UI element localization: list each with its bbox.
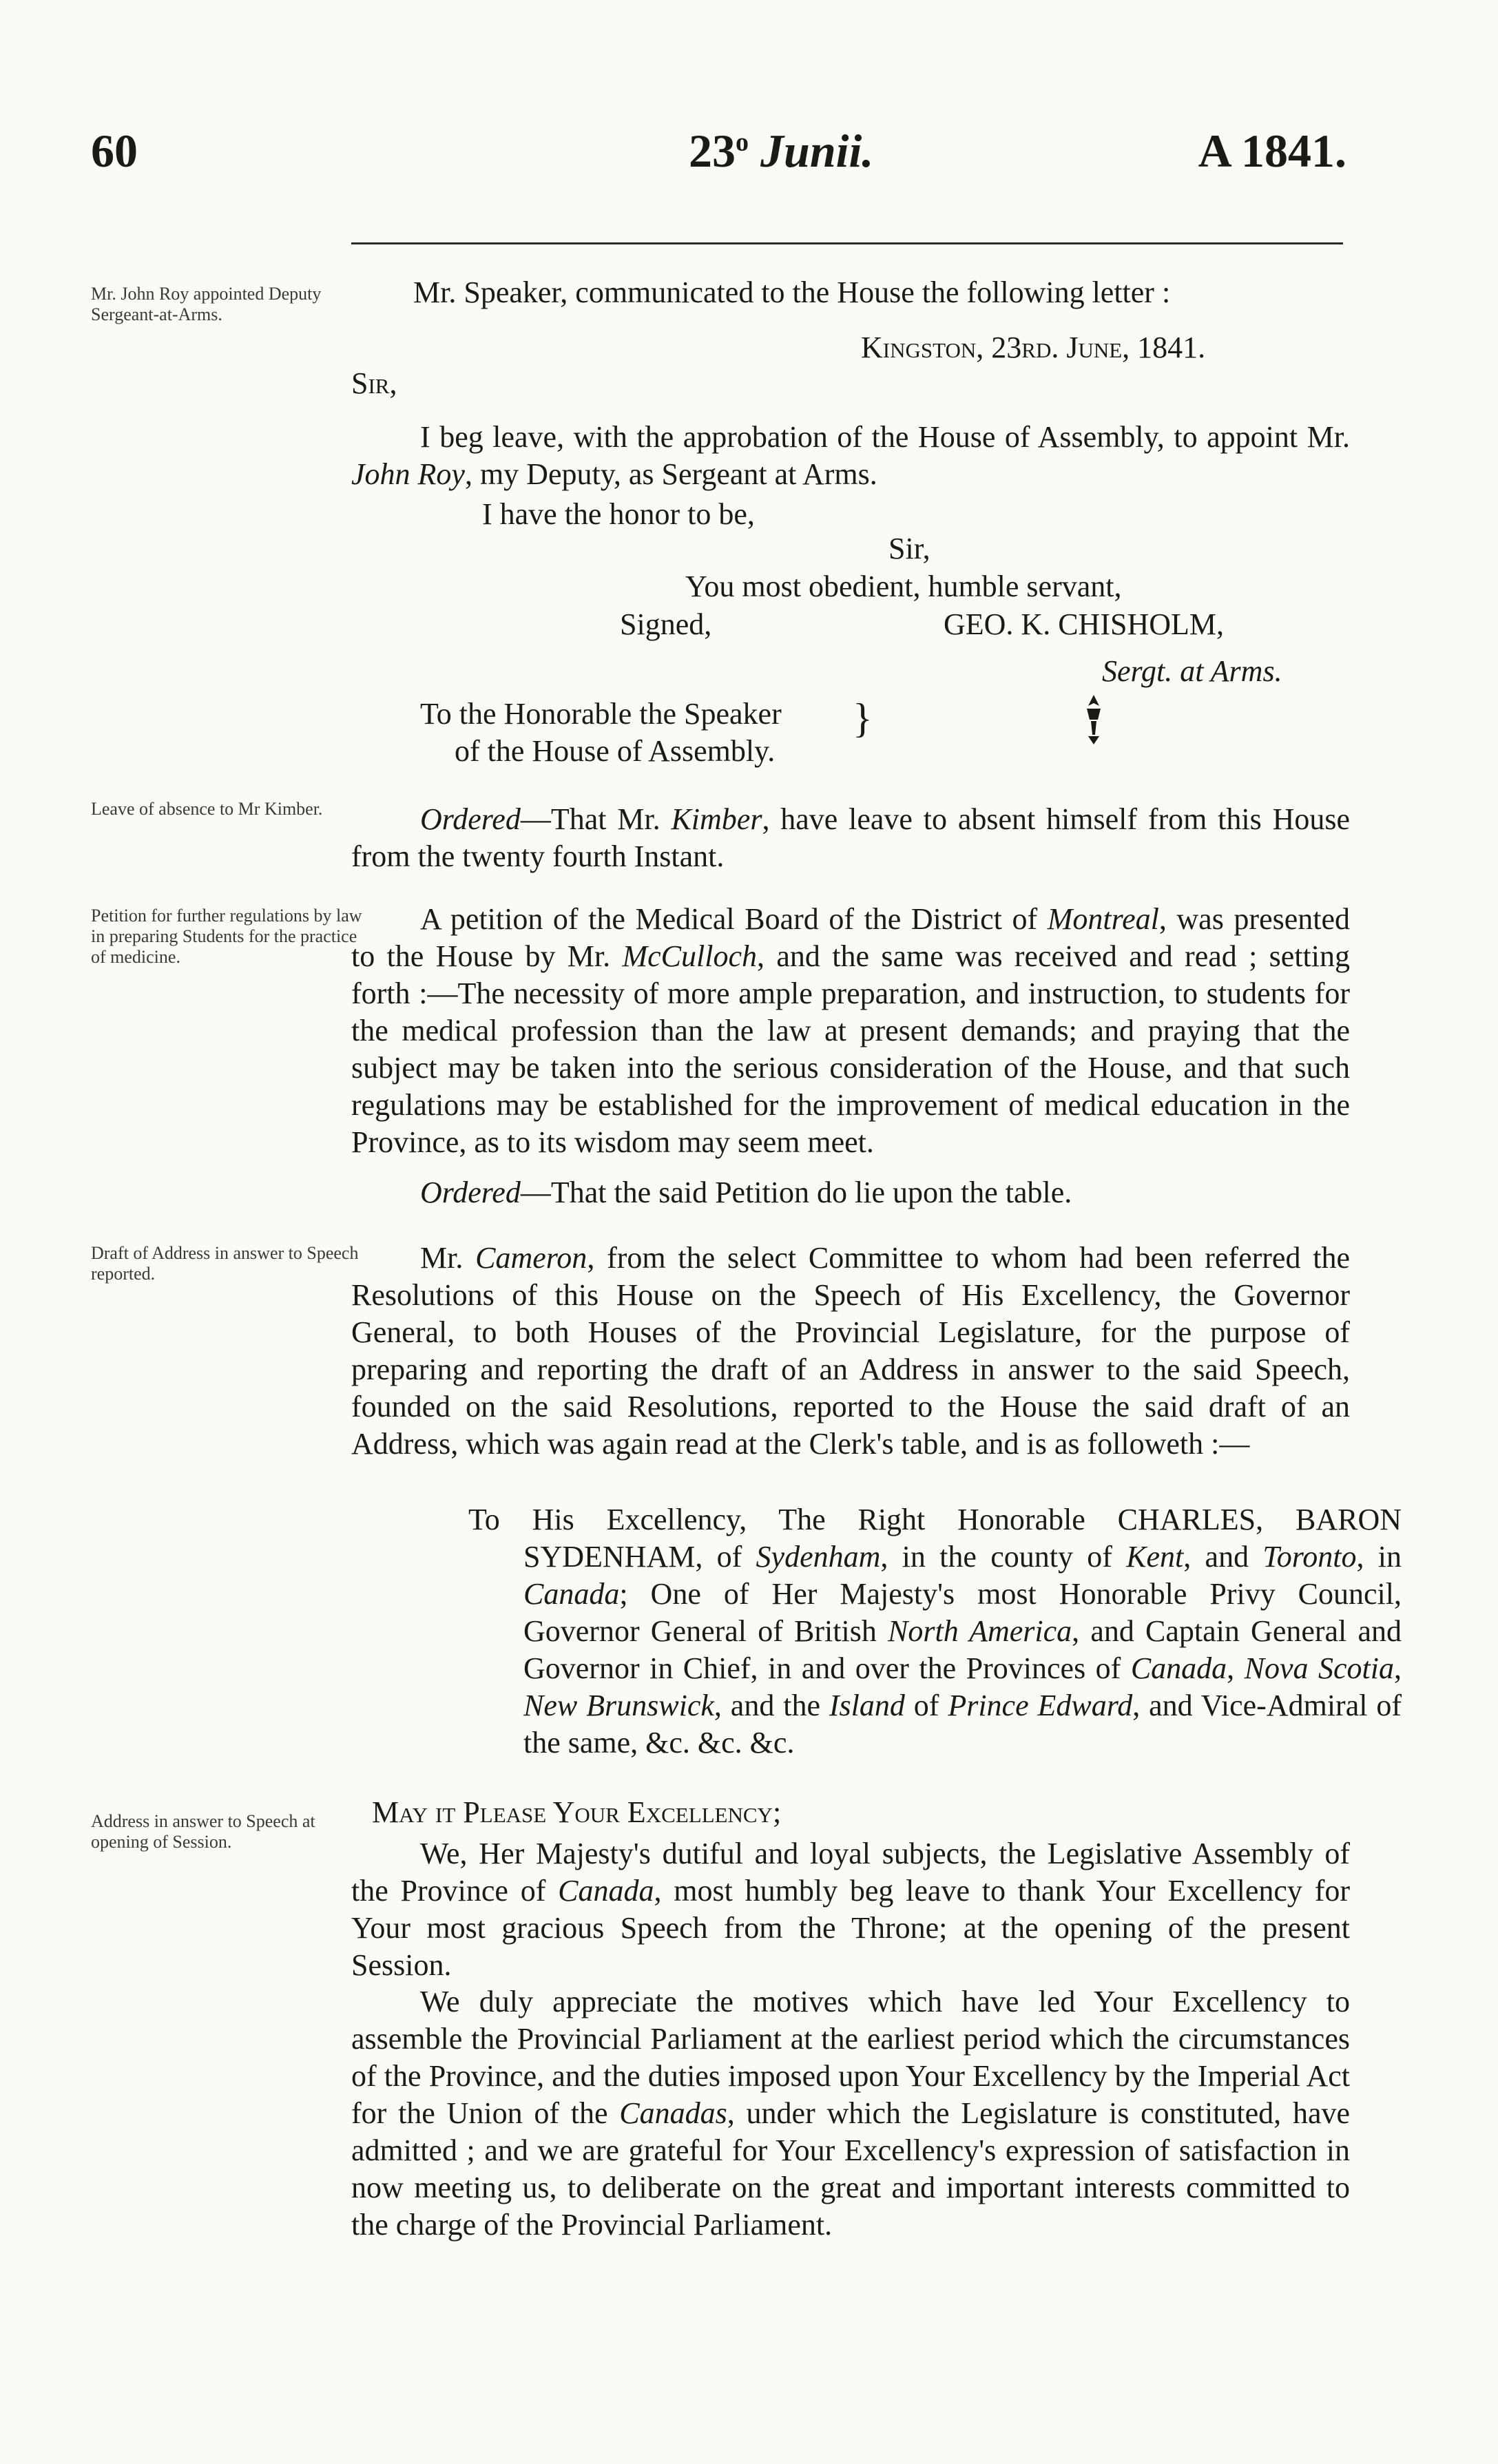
heading-j: of xyxy=(904,1689,948,1722)
page-date xyxy=(689,124,873,178)
heading-kent: Kent xyxy=(1126,1540,1184,1574)
heading-d: , in xyxy=(1356,1540,1402,1574)
letter-place-date: Kingston, 23rd. June, 1841. xyxy=(861,331,1206,364)
address-salutation: May it Please Your Excellency; xyxy=(372,1795,782,1829)
letter-signer-title xyxy=(1102,653,1282,690)
address-p1-b: , most humbly beg leave to thank Your Excellency for Your most gracious Speech from the Throne; at the opening of the present Session. xyxy=(351,1874,1351,1982)
heading-k: , and Vice-Admiral of the same, &c. &c. &c. xyxy=(523,1689,1402,1760)
address-p1-canada: Canada xyxy=(558,1874,654,1908)
letter-body-name: John Roy xyxy=(351,457,465,491)
margin-note-petition: Petition for further regulations by law in preparing Students for the practice of medicine. xyxy=(91,906,362,967)
heading-island: Island xyxy=(829,1689,905,1722)
letter-addressee-2: of the House of Assembly. xyxy=(455,734,776,768)
kimber-paragraph xyxy=(351,801,1350,875)
petition-ordered xyxy=(351,1174,1350,1211)
letter-closing-1: I have the honor to be, xyxy=(482,497,755,531)
heading-b: , in the county of xyxy=(880,1540,1127,1574)
address-paragraph-1 xyxy=(351,1835,1350,1984)
margin-note-kimber: Leave of absence to Mr Kimber. xyxy=(91,799,323,819)
kimber-name: Kimber xyxy=(671,802,762,836)
petition-ordered-text: —That the said Petition do lie upon the table. xyxy=(520,1176,1072,1209)
letter-body xyxy=(351,419,1350,493)
margin-note-roy: Mr. John Roy appointed Deputy Sergeant-at-Arms. xyxy=(91,284,322,324)
margin-note-draft: Draft of Address in answer to Speech reported. xyxy=(91,1243,359,1284)
header-rule xyxy=(351,242,1343,244)
address-p1-a: We, Her Majesty's dutiful and loyal subjects, the Legislative Assembly of the Province of xyxy=(351,1837,1350,1908)
letter-signer: GEO. K. CHISHOLM, xyxy=(944,607,1224,641)
page-number: 60 xyxy=(91,125,138,177)
draft-text-a: Mr. xyxy=(420,1241,476,1275)
letter-closing-2: Sir, xyxy=(888,532,930,565)
petition-place: Montreal xyxy=(1047,902,1159,936)
margin-note-address: Address in answer to Speech at opening of Session. xyxy=(91,1811,315,1852)
kimber-text-b: , have leave to absent himself from this House from the twenty fourth Instant. xyxy=(351,802,1351,873)
heading-nova-scotia: Nova Scotia xyxy=(1244,1651,1394,1685)
heading-i: , and the xyxy=(714,1689,829,1722)
heading-e: ; One of Her Majesty's most Honorable Privy Council, Governor General of British xyxy=(523,1577,1402,1648)
heading-prince-edward: Prince Edward xyxy=(948,1689,1133,1722)
address-paragraph-2 xyxy=(351,1983,1350,2244)
petition-text-b: , was presented to the House by Mr. xyxy=(351,902,1350,973)
date-day: 23 xyxy=(689,125,736,177)
petition-ordered-word: Ordered xyxy=(420,1176,521,1209)
address-heading xyxy=(468,1501,1402,1762)
kimber-ordered: Ordered xyxy=(420,802,521,836)
petition-text-c: , and the same was received and read ; setting forth :—The necessity of more ample preparation, and instruction, to students for the medical profession than the law at present demands; and praying that the subject may be taken into the serious consideration of the House, and that such regulations may be established for the improvement of medical education in the Province, as to its wisdom may seem meet. xyxy=(351,939,1350,1159)
petition-paragraph xyxy=(351,901,1350,1161)
heading-new-brunswick: New Brunswick xyxy=(523,1689,714,1722)
address-p2-canadas: Canadas xyxy=(619,2096,727,2130)
address-p2-b: , under which the Legislature is constituted, have admitted ; and we are grateful for Your Excellency's expression of satisfaction in now meeting us, to deliberate on the great and important interests committed to the charge of the Provincial Parliament. xyxy=(351,2096,1350,2242)
petition-text-a: A petition of the Medical Board of the District of xyxy=(420,902,1048,936)
letter-intro: Mr. Speaker, communicated to the House the following letter : xyxy=(413,275,1171,309)
letter-closing-3: You most obedient, humble servant, xyxy=(685,570,1122,603)
letter-addressee-1: To the Honorable the Speaker xyxy=(420,697,782,731)
address-p2-a: We duly appreciate the motives which have led Your Excellency to assemble the Provincial Parliament at the earliest period which the circumstances of the Province, and the duties imposed upon Your Excellency by the Imperial Act for the Union of the xyxy=(351,1985,1350,2130)
heading-f: , and Captain General and Governor in Chief, in and over the Provinces of xyxy=(523,1614,1402,1685)
draft-text-b: , from the select Committee to whom had been referred the Resolutions of this House on the Speech of His Excellency, the Governor General, to both Houses of the Provincial Legislature, for the purpose of preparing and reporting the draft of an Address in answer to the said Speech, founded on the said Resolutions, reported to the House the said draft of an Address, which was again read at the Clerk's table, and is as followeth :— xyxy=(351,1241,1350,1461)
addressee-brace: } xyxy=(853,696,873,741)
page-year: A 1841. xyxy=(1198,125,1346,177)
heading-canada-2: Canada xyxy=(1130,1651,1227,1685)
letter-body-text-a: I beg leave, with the approbation of the House of Assembly, to appoint Mr. xyxy=(420,420,1350,454)
heading-g: , xyxy=(1227,1651,1245,1685)
heading-north-america: North America xyxy=(888,1614,1072,1648)
heading-c: , and xyxy=(1183,1540,1263,1574)
letter-signer-title-text: Sergt. at Arms. xyxy=(1102,654,1282,688)
petition-name: McCulloch xyxy=(622,939,757,973)
kimber-text-a: —That Mr. xyxy=(520,802,672,836)
seal-ornament-icon xyxy=(1080,692,1107,747)
heading-h: , xyxy=(1394,1651,1402,1685)
heading-toronto: Toronto xyxy=(1262,1540,1357,1574)
letter-signed-label: Signed, xyxy=(620,607,712,641)
letter-salutation: Sir, xyxy=(351,366,397,400)
letter-body-text-b: , my Deputy, as Sergeant at Arms. xyxy=(464,457,877,491)
heading-sydenham: Sydenham xyxy=(756,1540,881,1574)
draft-name: Cameron xyxy=(475,1241,587,1275)
date-sup: o xyxy=(736,127,749,157)
draft-paragraph xyxy=(351,1240,1350,1463)
date-month: Junii. xyxy=(760,125,874,177)
heading-a: To His Excellency, The Right Honorable CHARLES, BARON SYDENHAM, of xyxy=(468,1503,1402,1574)
heading-canada: Canada xyxy=(523,1577,620,1611)
